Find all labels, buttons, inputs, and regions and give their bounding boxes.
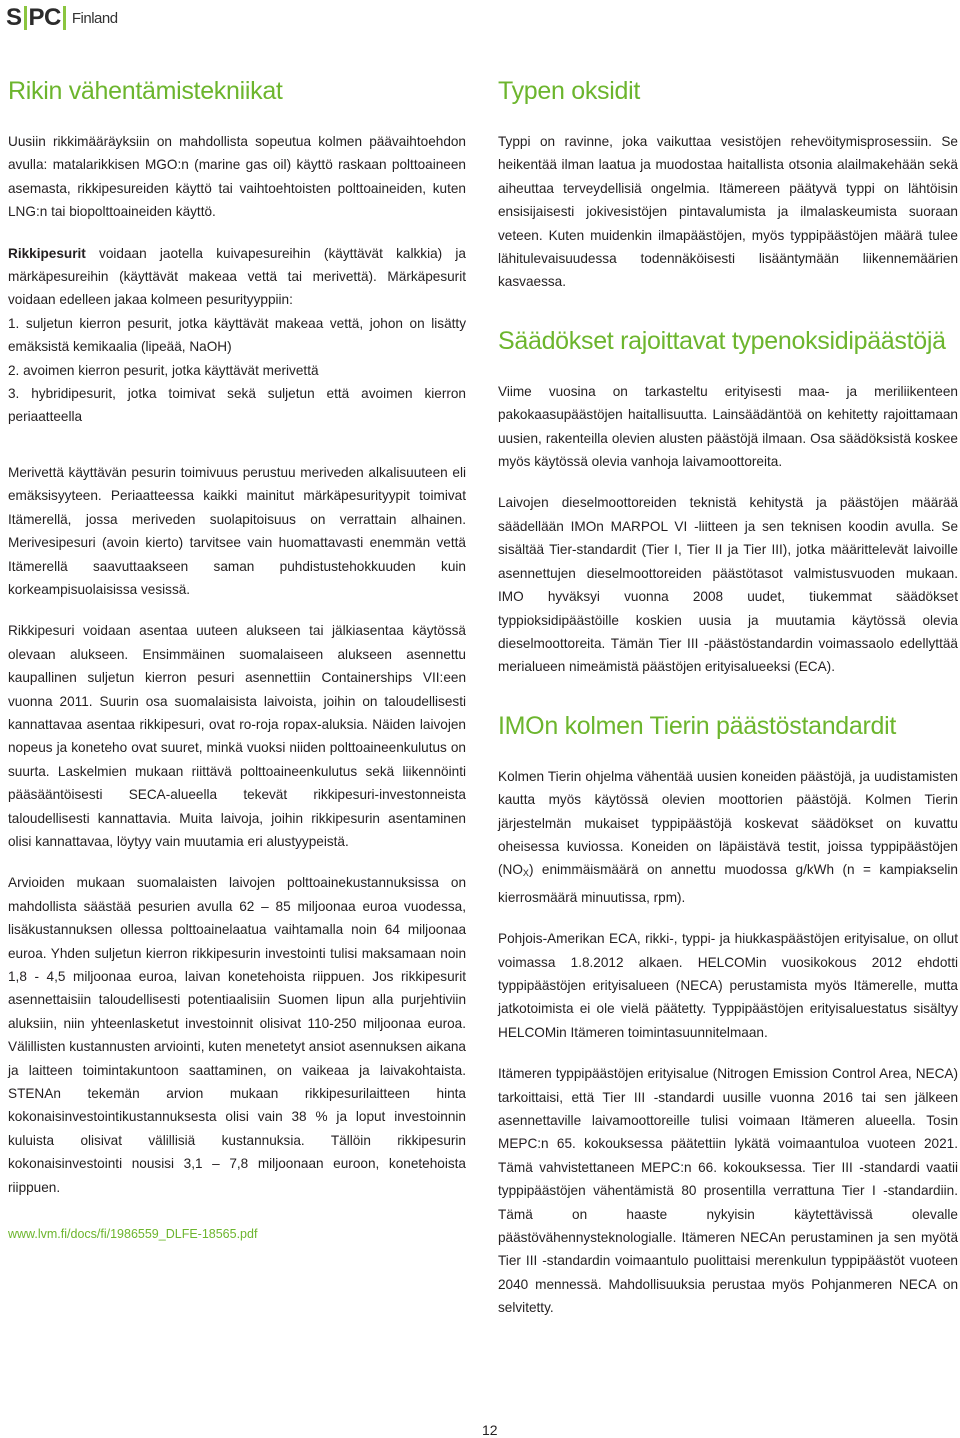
paragraph: Uusiin rikkimääräyksiin on mahdollista sopeutua kolmen päävaihtoehdon avulla: matalarikkisen MGO:n (marine gas oil) käyttö raskaan polttoaineen asemasta, rikkipesureiden käyttö tai vaihtoehtoisten polttoaineiden, kuten LNG:n tai biopolttoaineiden käyttö.	[8, 134, 466, 220]
paragraph-scrubbers: Rikkipesurit voidaan jaotella kuivapesureihin (käyttävät kalkkia) ja märkäpesureihin (käyttävät makeaa vettä tai merivettä). Märkäpesurit voidaan edelleen jakaa kolmeen pesurityyppiin:	[8, 245, 466, 308]
paragraph: Arvioiden mukaan suomalaisten laivojen polttoainekustannuksissa on mahdollista säästää pesurien avulla 62 – 85 miljoonaa euroa vuodessa, lisäkustannuksen ollessa polttoainelaatua vaihtamalla noin 64 miljoonaa euroa. Yhden suljetun kierron rikkipesurin investointi tulisi maksamaan noin 1,8 - 4,5 miljoonaa euroa, laivan konetehoista riippuen. Jos rikkipesurit asennettaisiin taloudellisesti potentiaalisiin Suomen lipun alla purjehtiviin aluksiin, niin yhteenlasketut investoinnit olisivat 110-250 miljoonaa euroa. Välillisten kustannusten arviointi, kuten menetetyt ansiot asennuksen aikana ja laitteen toimintakuntoon saattaminen, on vaikeaa ja laivakohtaista. STENAn tekemän arvion mukaan rikkipesurilaitteen hinta kokonaisinvestointikustannuksesta olisi vain 38 % ja loput investoinnin kuluista olisivat välillisiä kustannuksia. Tällöin rikkipesurin kokonaisinvestointi nousisi 3,1 – 7,8 miljoonaan euroon, konetehoista riippuen.	[8, 875, 466, 1195]
paragraph: Merivettä käyttävän pesurin toimivuus perustuu meriveden alkalisuuteen eli emäksisyyteen. Periaatteessa kaikki mainitut märkäpesurityypit toimivat Itämerellä, jossa meriveden suolapitoisuus on verrattain alhainen. Merivesipesuri (avoin kierto) tarvitsee vain huomattavasti enemmän vettä Itämerellä saavuttaakseen saman puhdistustehokkuuden kuin korkeampisuolaisissa vesissä.	[8, 464, 466, 597]
paragraph: Rikkipesuri voidaan asentaa uuteen alukseen tai jälkiasentaa käytössä olevaan alukseen. Ensimmäinen suomalaiseen alukseen asennettu kaupallinen suljetun kierron pesuri asennettiin Containerships VII:een vuonna 2011. Suurin osa suomalaisista laivoista, joihin on taloudellisesti kannattavaa asentaa rikkipesuri, ovat ro-roja ropax-aluksia. Näiden laivojen nopeus ja koneteho ovat suuret, minkä vuoksi niiden polttoaineenkulutus on suurta. Laskelmien mukaan riittävä polttoaineenkulutus sekä liikennöinti pääsääntöisesti SECA-alueella tekevät rikkipesuri-investonneista taloudellisesti kannattavia. Muita laivoja, joihin rikkipesurin asentaminen olisi kannattavaa, löytyy vain muutamia eri alustyypeistä.	[8, 623, 466, 849]
spc-logo	[6, 4, 118, 32]
list-item: 3. hybridipesurit, jotka toimivat sekä suljetun että avoimen kierron periaatteella	[8, 386, 466, 425]
logo-divider	[63, 6, 66, 30]
source-link[interactable]: www.lvm.fi/docs/fi/1986559_DLFE-18565.pdf	[8, 1227, 258, 1242]
logo-country: Finland	[71, 9, 118, 27]
paragraph: Itämeren typpipäästöjen erityisalue (Nitrogen Emission Control Area, NECA) tarkoittaisi, että Tier III -standardi uusille vuonna 2016 tai sen jälkeen asennettaville laivamoottoreille tulisi voimaan Itämeren alueella. Tosin MEPC:n 65. kokouksessa päätettiin lykätä voimaantuloa vuoteen 2021. Tämä vahvistettaneen MEPC:n 66. kokouksessa. Tier III -standardi vaatii typpipäästöjen vähentämistä 80 prosentilla verrattuna Tier I -standardiin. Tämä on haaste nykyisin käytettävissä olevalle päästövähennysteknologialle. Itämeren NECAn perustaminen ja sen myötä Tier III -standardin voimaantulo puolittaisi merenkulun typpipäästöt vuoteen 2040 mennessä. Mahdollisuuksia perustaa myös Pohjanmeren NECA on selvitetty.	[498, 1066, 958, 1316]
paragraph: Viime vuosina on tarkasteltu erityisesti maa- ja meriliikenteen pakokaasupäästöjen haitallisuutta. Lainsäädäntöä on kehitetty rajoittamaan uusien, rakenteilla olevien alusten päästöjä ilmaan. Osa säädöksistä koskee myös käytössä olevia vanhoja laivamoottoreita.	[498, 383, 958, 470]
bold-term: Rikkipesurit	[8, 245, 86, 261]
section-title-imo-tiers: IMOn kolmen Tierin päästöstandardit	[498, 711, 897, 740]
subscript: X	[522, 868, 529, 879]
section-title-regulations: Säädökset rajoittavat typenoksidipäästöjä	[498, 326, 946, 355]
page-number: 12	[482, 1422, 498, 1438]
section-title-nitrogen-oxides: Typen oksidit	[498, 77, 641, 105]
list-item: 1. suljetun kierron pesurit, jotka käyttävät makeaa vettä, johon on lisätty emäksistä kemikaalia (lipeää, NaOH)	[8, 315, 466, 355]
logo-letters-pc: PC	[28, 4, 61, 31]
section-title-sulfur: Rikin vähentämistekniikat	[8, 77, 283, 105]
left-column	[8, 76, 466, 1246]
paragraph-tiers: Kolmen Tierin ohjelma vähentää uusien koneiden päästöjä, ja uudistamisten kautta myös käytössä olevien moottorien päästöjä. Kolmen Tierin järjestelmän mukaiset typpipäästöjä koskevat säädökset on kuvattu oheisessa kuviossa. Koneiden on läpäistävä testit, joissa typpipäästöjen $(NO_X)$ enimmäismäärä on annettu muodossa g/kWh (n = kampiakselin kierrosmäärä minuutissa, rpm).	[498, 768, 958, 905]
logo-divider	[24, 6, 27, 30]
logo-letter-s: S	[6, 4, 22, 31]
paragraph: Pohjois-Amerikan ECA, rikki-, typpi- ja hiukkaspäästöjen erityisalue, on ollut voimassa 1.8.2012 alkaen. HELCOMin vuosikokous 2012 ehdotti typpipäästöjen erityisalueen (NECA) perustamista myös Itämerelle, mutta jatkotoimista ei ole vielä päätetty. Typpipäästöjen erityisaluestatus sisältyy HELCOMin Itämeren toimintasuunnitelmaan.	[498, 931, 958, 1040]
header	[6, 4, 118, 32]
paragraph: Typpi on ravinne, joka vaikuttaa vesistöjen rehevöitymisprosessiin. Se heikentää ilman laatua ja muodostaa haitallista otsonia alailmakehään sekä aiheuttaa terveydellisiä ongelmia. Itämereen päätyvä typpi on lähtöisin ensisijaisesti jokivesistöjen pintavalumista ja ilmalaskeumista suoraan veteen. Kuten muidenkin ilmapäästöjen, myös typpipäästöjen määrä tulee lähitulevaisuudessa todennäköisesti lisääntymään liikennemäärien kasvaessa.	[498, 134, 958, 290]
list-item: 2. avoimen kierron pesurit, jotka käyttävät merivettä	[8, 362, 319, 378]
paragraph: Laivojen dieselmoottoreiden teknistä kehitystä ja päästöjen määrää säädellään IMOn MARPOL VI -liitteen ja sen teknisen koodin avulla. Se sisältää Tier-standardit (Tier I, Tier II ja Tier III), jotka määrittelevät laivoille asennettujen dieselmoottoreiden päästötasot valmistusvuoden mukaan. IMO hyväksyi vuonna 2008 uudet, tiukemmat säädökset typpioksidipäästöille koskien uusia ja muutamia käytössä olevia dieselmoottoreita. Tämän Tier III -päästöstandardin voimassaolo edellyttää merialueen nimeämistä päästöjen erityisalueeksi (ECA).	[498, 495, 958, 675]
right-column	[498, 76, 958, 1320]
